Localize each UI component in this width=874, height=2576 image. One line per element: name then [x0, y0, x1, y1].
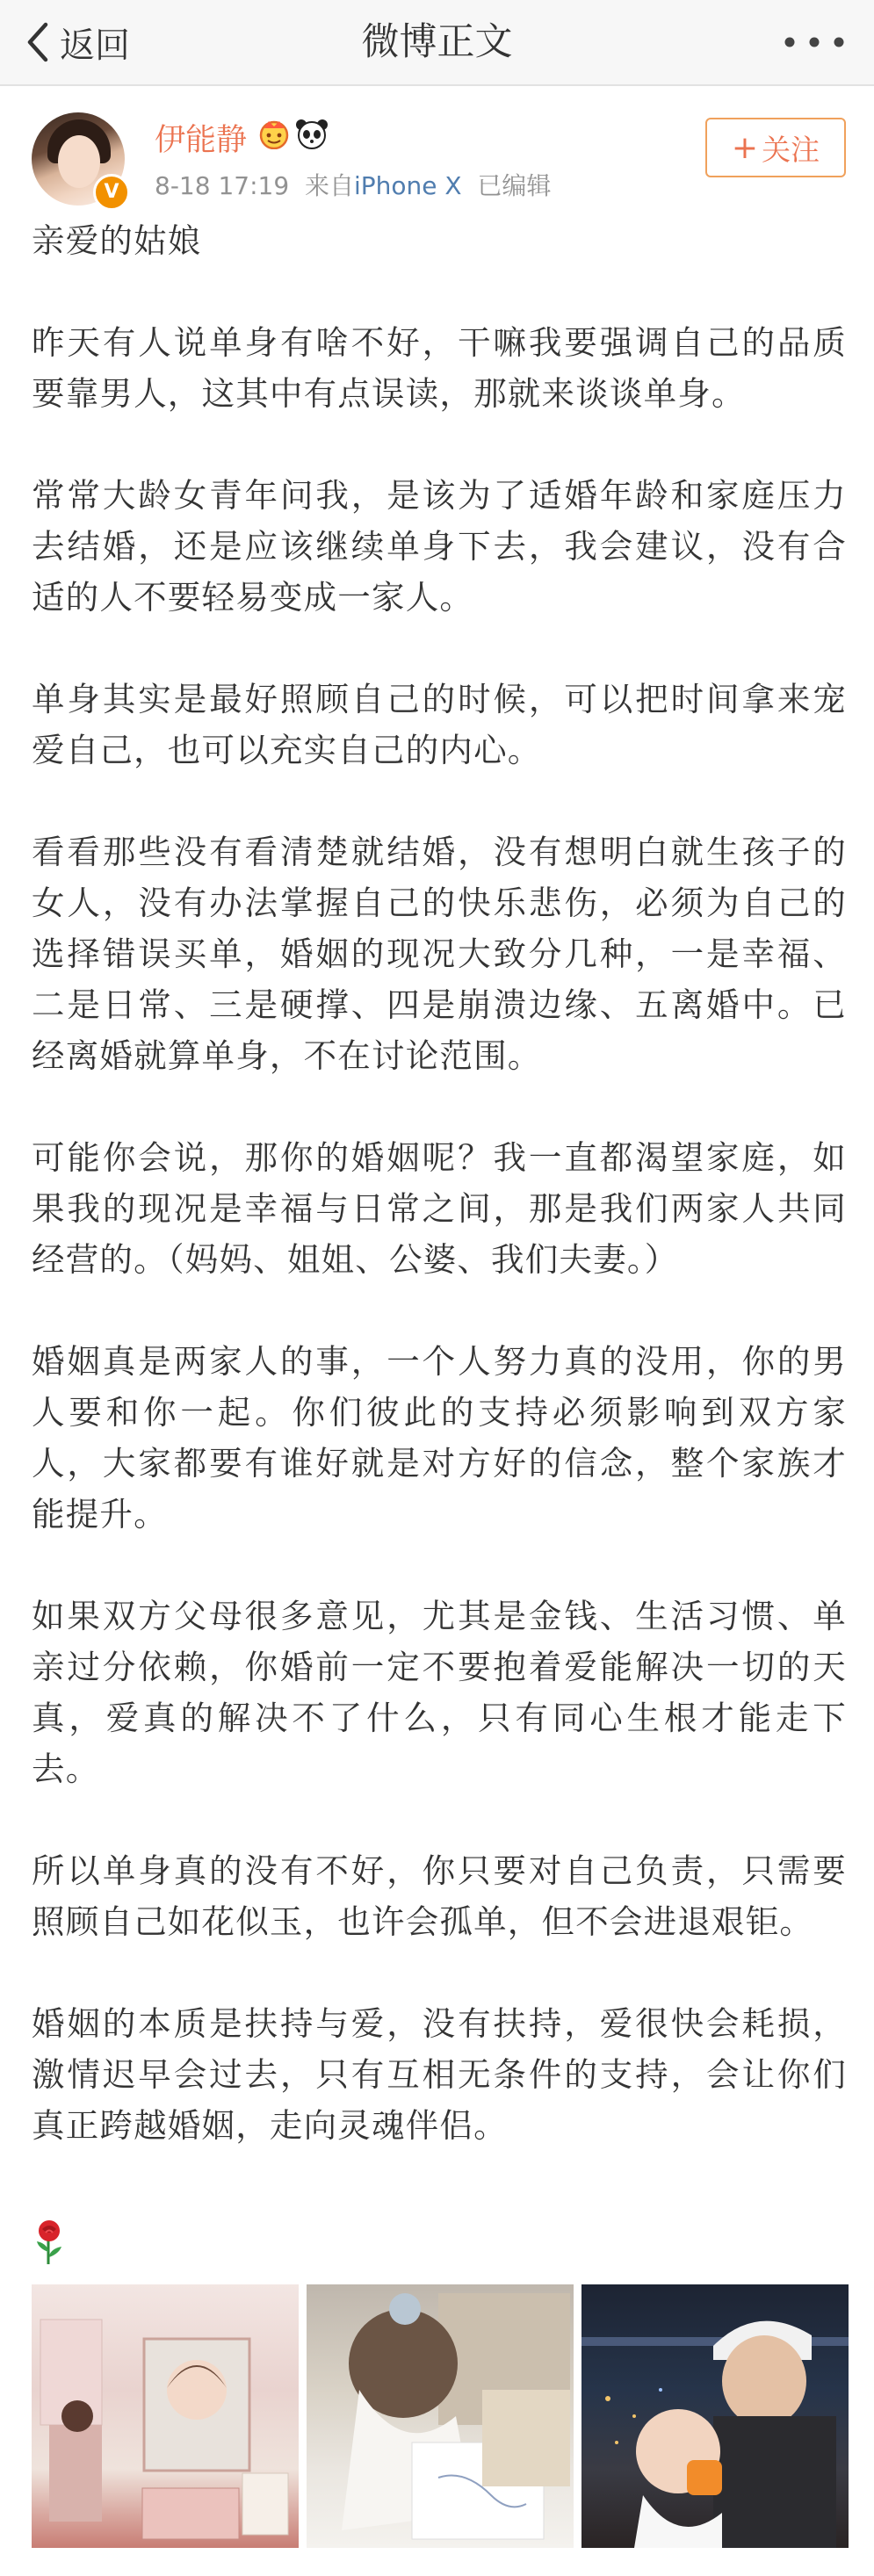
- author-name[interactable]: 伊能静: [155, 123, 248, 158]
- photo-thumbnail[interactable]: [581, 2284, 849, 2548]
- post-author-header: [0, 86, 874, 227]
- chevron-left-icon: [26, 22, 49, 62]
- page-title: 微博正文: [361, 20, 513, 64]
- post-paragraph: 可能你会说，那你的婚姻呢？我一直都渴望家庭，如果我的现况是幸福与日常之间，那是我们两家人共同经营的。（妈妈、姐姐、公婆、我们夫妻。）: [32, 1138, 847, 1279]
- back-button[interactable]: [26, 12, 130, 72]
- back-label: 返回: [60, 25, 130, 66]
- post-paragraph: 看看那些没有看清楚就结婚，没有想明白就生孩子的女人，没有办法掌握自己的快乐悲伤，必须为自己的选择错误买单，婚姻的现况大致分几种，一是幸福、二是日常、三是硬撑、四是崩溃边缘、五离婚中。已经离婚就算单身，不在讨论范围。: [32, 833, 847, 1075]
- follow-button[interactable]: [705, 118, 846, 177]
- photo-grid: [32, 2284, 849, 2548]
- follow-label: 关注: [762, 132, 820, 167]
- post-paragraph: 常常大龄女青年问我，是该为了适婚年龄和家庭压力去结婚，还是应该继续单身下去，我会建议，没有合适的人不要轻易变成一家人。: [32, 476, 847, 617]
- post-paragraph: 如果双方父母很多意见，尤其是金钱、生活习惯、单亲过分依赖，你婚前一定不要抱着爱能解决一切的天真，爱真的解决不了什么，只有同心生根才能走下去。: [32, 1597, 847, 1788]
- source-prefix: 来自: [304, 171, 354, 200]
- post-time: 8-18 17:19: [155, 171, 290, 200]
- plus-icon: +: [731, 129, 759, 166]
- more-options-icon[interactable]: [779, 23, 849, 61]
- rose-icon: [30, 2219, 69, 2269]
- post-paragraph: 单身其实是最好照顾自己的时候，可以把时间拿来宠爱自己，也可以充实自己的内心。: [32, 680, 847, 769]
- post-meta: [155, 167, 551, 202]
- verified-badge-icon: V: [93, 174, 130, 211]
- post-paragraph: 婚姻真是两家人的事，一个人努力真的没用，你的男人要和你一起。你们彼此的支持必须影响到双方家人，大家都要有谁好就是对方好的信念，整个家族才能提升。: [32, 1342, 847, 1533]
- post-paragraph: 亲爱的姑娘: [32, 221, 202, 260]
- post-paragraph: 所以单身真的没有不好，你只要对自己负责，只需要照顾自己如花似玉，也许会孤单，但不会进退艰钜。: [32, 1851, 847, 1941]
- photo-thumbnail[interactable]: [307, 2284, 574, 2548]
- post-paragraph: 婚姻的本质是扶持与爱，没有扶持，爱很快会耗损，激情迟早会过去，只有互相无条件的支持，会让你们真正跨越婚姻，走向灵魂伴侣。: [32, 2004, 847, 2145]
- panda-badge-icon: [295, 118, 329, 153]
- vip-crown-icon: [256, 118, 292, 153]
- post-paragraph: 昨天有人说单身有啥不好，干嘛我要强调自己的品质要靠男人，这其中有点误读，那就来谈谈单身。: [32, 323, 847, 413]
- top-navbar: [0, 0, 874, 86]
- edited-label[interactable]: 已编辑: [477, 171, 552, 200]
- avatar[interactable]: [32, 112, 125, 206]
- photo-thumbnail[interactable]: [32, 2284, 299, 2548]
- source-device-link[interactable]: iPhone X: [353, 171, 462, 200]
